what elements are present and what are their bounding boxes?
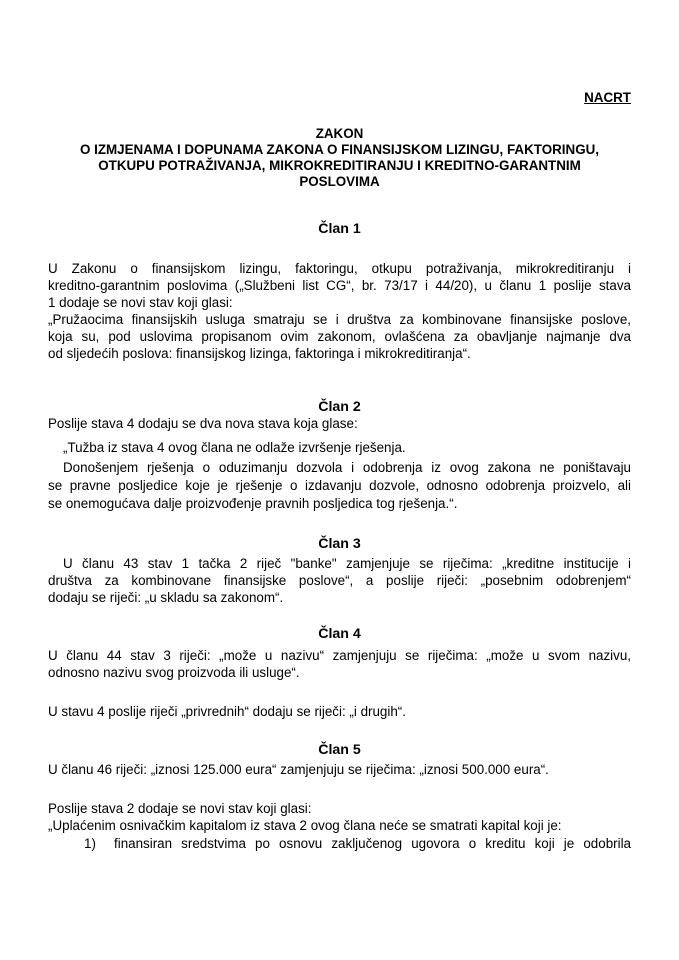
law-subtitle-line-3: POSLOVIMA: [299, 174, 380, 189]
article-2-quote-line: Donošenjem rješenja o oduzimanju dozvola i odobrenja iz ovog zakona ne poništavaju: [63, 460, 631, 475]
list-item-number: 1): [84, 836, 96, 851]
article-4-text-line: odnosno nazivu svog proizvoda ili usluge“.: [48, 665, 300, 680]
article-5-quote-line: „Uplaćenim osnivačkim kapitalom iz stava 2 ovog člana neće se smatrati kapital koji je:: [48, 818, 562, 833]
article-3-text-line: društva za kombinovane finansijske poslove“, a poslije riječi: „posebnim odobrenjem“: [48, 573, 631, 588]
article-5-heading: Član 5: [318, 742, 361, 758]
law-subtitle-line-1: O IZMJENAMA I DOPUNAMA ZAKONA O FINANSIJSKOM LIZINGU, FAKTORINGU,: [79, 142, 599, 157]
article-3-text-line: dodaju se riječi: „u skladu sa zakonom“.: [48, 590, 284, 605]
list-item-text: finansiran sredstvima po osnovu zaključenog ugovora o kreditu koji je odobrila: [114, 836, 631, 851]
article-2-heading: Član 2: [318, 399, 361, 415]
draft-label: NACRT: [584, 90, 631, 105]
law-title: ZAKON: [315, 126, 364, 141]
law-subtitle-line-2: OTKUPU POTRAŽIVANJA, MIKROKREDITIRANJU I KREDITNO-GARANTNIM: [98, 158, 581, 173]
article-1-text-line: 1 dodaje se novi stav koji glasi:: [48, 295, 233, 310]
article-1-heading: Član 1: [318, 221, 361, 237]
article-5-paragraph-2: Poslije stava 2 dodaje se novi stav koji glasi:: [48, 801, 312, 816]
article-1-quote-line: od sljedećih poslova: finansijskog lizinga, faktoringa i mikrokreditiranja“.: [48, 346, 471, 361]
article-5-text-line: U članu 46 riječi: „iznosi 125.000 eura“ zamjenjuju se riječima: „iznosi 500.000 eura“.: [48, 762, 549, 777]
article-2-quote-line: se pravne posljedice koje je rješenje o izdavanju dozvole, odnosno odobrenja proizvelo, ali: [48, 478, 631, 493]
article-4-text-line: U članu 44 stav 3 riječi: „može u nazivu“ zamjenjuju se riječima: „može u svom nazivu,: [48, 648, 631, 663]
article-1-quote-line: koja su, pod uslovima propisanom ovim zakonom, ovlašćena za obavljanje najmanje dva: [48, 329, 631, 344]
article-2-quote-line: „Tužba iz stava 4 ovog člana ne odlaže izvršenje rješenja.: [63, 440, 406, 455]
article-2-quote-line: se onemogućava dalje proizvođenje pravnih posljedica tog rješenja.“.: [48, 496, 458, 511]
article-3-heading: Član 3: [318, 536, 361, 552]
article-2-intro: Poslije stava 4 dodaju se dva nova stava koja glase:: [48, 416, 358, 431]
article-1-text-line: U Zakonu o finansijskom lizingu, faktoringu, otkupu potraživanja, mikrokreditiranju i: [48, 261, 631, 276]
article-3-text-line: U članu 43 stav 1 tačka 2 riječ "banke" zamjenjuje se riječima: „kreditne institucije i: [63, 556, 631, 571]
article-1-quote-line: „Pružaocima finansijskih usluga smatraju se i društva za kombinovane finansijske poslove,: [48, 312, 631, 327]
article-4-heading: Član 4: [318, 626, 361, 642]
article-1-text-line: kreditno-garantnim poslovima („Službeni list CG“, br. 73/17 i 44/20), u članu 1 poslije stava: [48, 278, 631, 293]
article-4-paragraph-2: U stavu 4 poslije riječi „privrednih“ dodaju se riječi: „i drugih“.: [48, 704, 406, 719]
